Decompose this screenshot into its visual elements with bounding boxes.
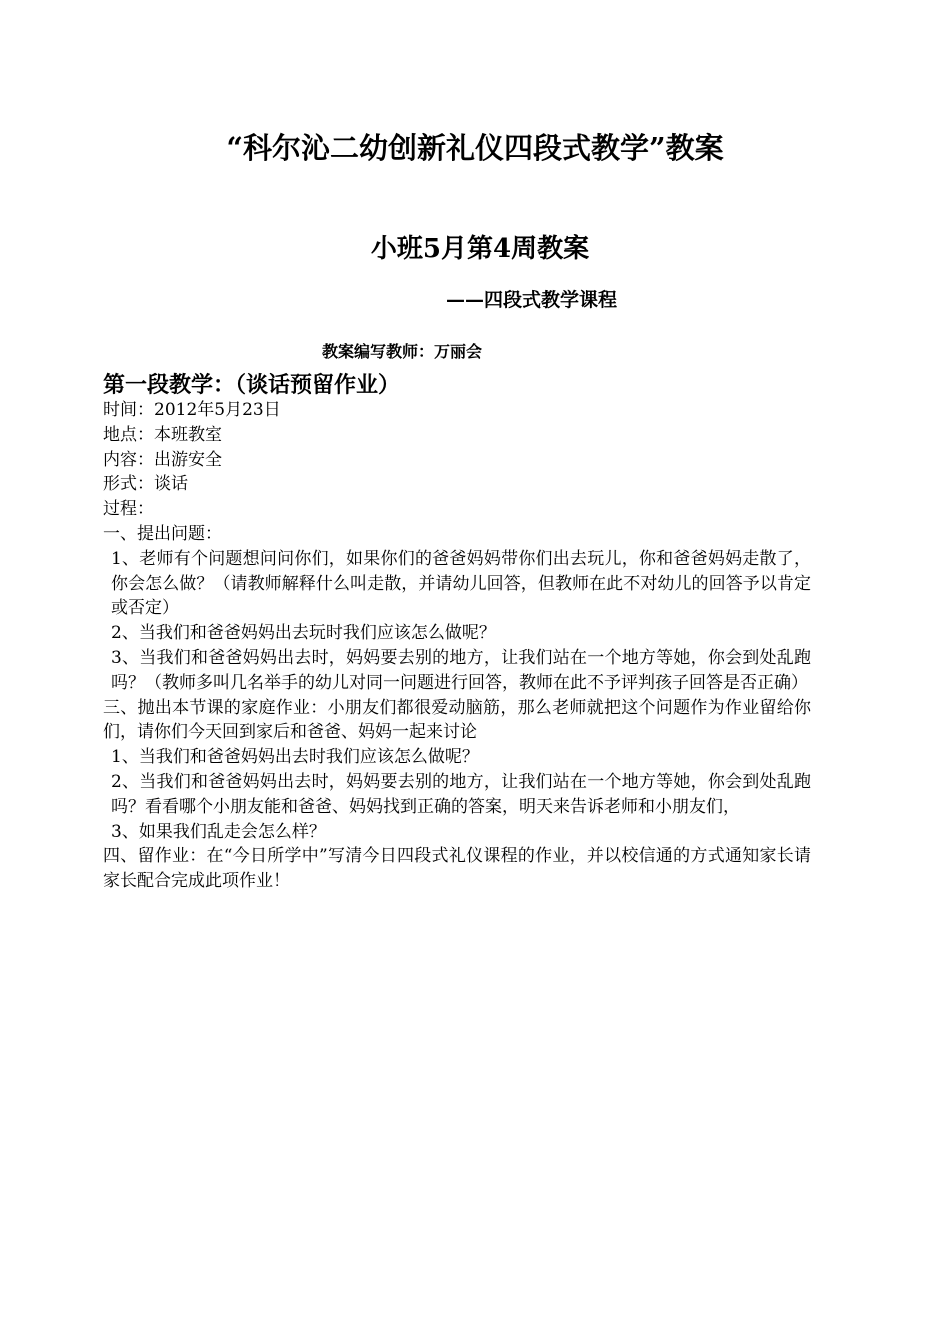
paragraph-content: 内容：出游安全 xyxy=(103,449,222,470)
paragraph-question-3: 3、当我们和爸爸妈妈出去时，妈妈要去别的地方，让我们站在一个地方等她，你会到处乱跑吗？（教师多叫几名举手的幼儿对同一问题进行回答，教师在此不予评判孩子回答是否正确） xyxy=(111,647,811,693)
course-title: ——四段式教学课程 xyxy=(446,289,618,311)
paragraph-step-three: 三、抛出本节课的家庭作业：小朋友们都很爱动脑筋，那么老师就把这个问题作为作业留给你们，请你们今天回到家后和爸爸、妈妈一起来讨论 xyxy=(103,697,811,743)
paragraph-location: 地点：本班教室 xyxy=(103,424,222,445)
paragraph-format: 形式：谈话 xyxy=(103,474,188,495)
paragraph-homework-2: 2、当我们和爸爸妈妈出去时，妈妈要去别的地方，让我们站在一个地方等她，你会到处乱跑吗？看看哪个小朋友能和爸爸、妈妈找到正确的答案，明天来告诉老师和小朋友们， xyxy=(111,771,811,817)
paragraph-homework-1: 1、当我们和爸爸妈妈出去时我们应该怎么做呢？ xyxy=(111,747,479,768)
main-title: “科尔沁二幼创新礼仪四段式教学”教案 xyxy=(226,131,724,165)
paragraph-step-one: 一、提出问题： xyxy=(103,523,222,544)
sub-title: 小班5月第4周教案 xyxy=(370,234,590,264)
author-line: 教案编写教师：万丽会 xyxy=(322,342,483,361)
paragraph-question-2: 2、当我们和爸爸妈妈出去玩时我们应该怎么做呢？ xyxy=(111,623,496,644)
paragraph-homework-3: 3、如果我们乱走会怎么样？ xyxy=(111,821,326,842)
paragraph-process: 过程： xyxy=(103,499,154,520)
lesson-body xyxy=(103,398,811,894)
section-heading: 第一段教学：（谈话预留作业） xyxy=(103,372,401,398)
paragraph-time: 时间：2012年5月23日 xyxy=(103,400,281,420)
paragraph-step-four: 四、留作业：在“今日所学中”写清今日四段式礼仪课程的作业，并以校信通的方式通知家长请家长配合完成此项作业！ xyxy=(103,846,811,892)
paragraph-question-1: 1、老师有个问题想问问你们，如果你们的爸爸妈妈带你们出去玩儿，你和爸爸妈妈走散了，你会怎么做？（请教师解释什么叫走散，并请幼儿回答，但教师在此不对幼儿的回答予以肯定或否定） xyxy=(111,548,811,619)
